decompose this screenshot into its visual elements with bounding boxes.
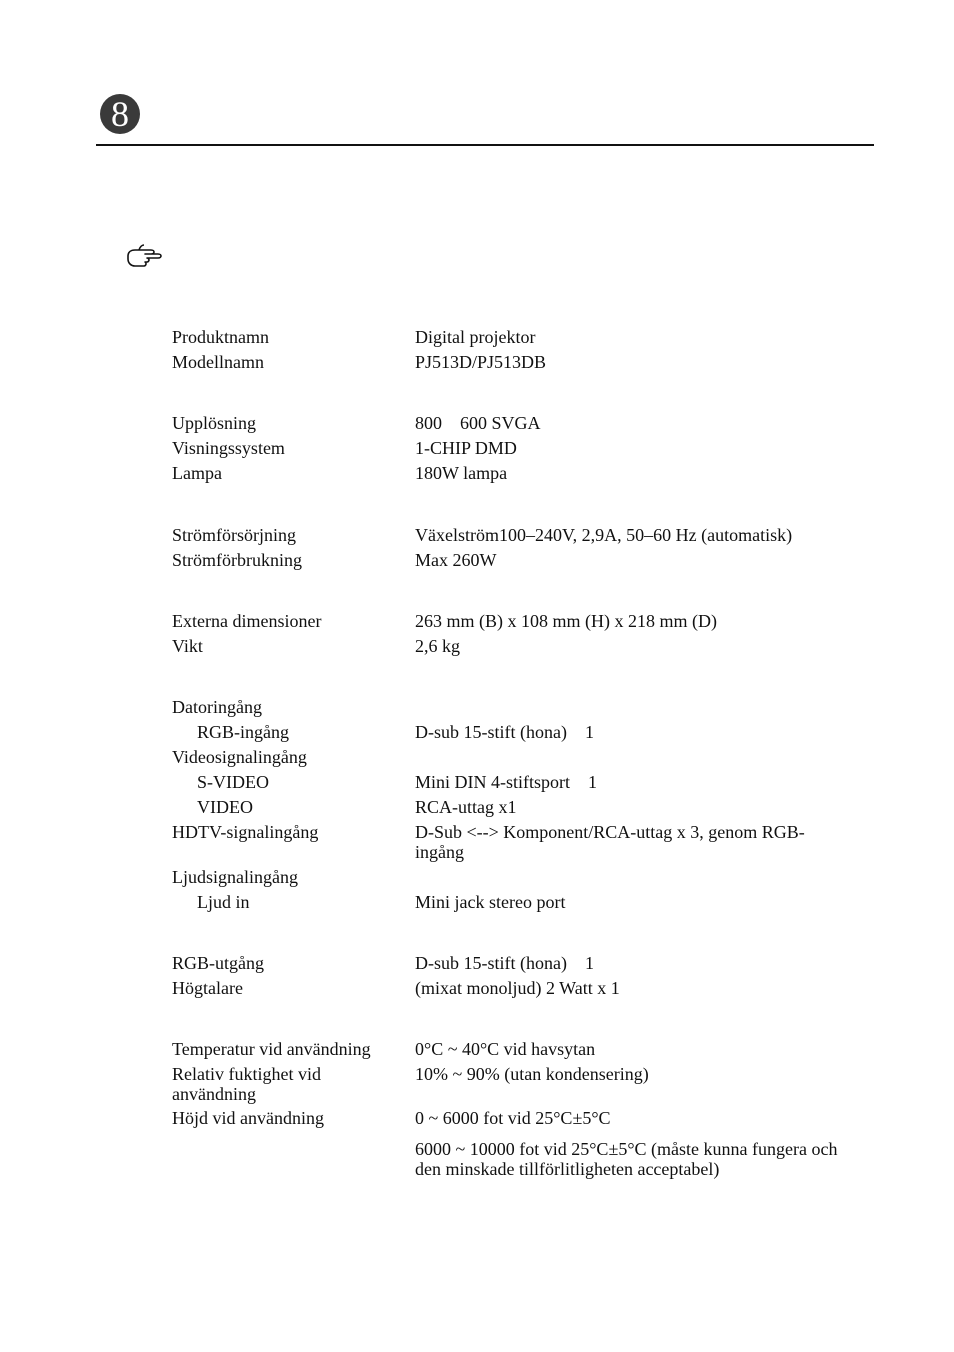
spec-value: 0 ~ 6000 fot vid 25°C±5°C: [415, 1108, 611, 1128]
spec-label: Strömförsörjning: [172, 525, 296, 545]
spec-value: Mini DIN 4-stiftsport 1: [415, 772, 597, 792]
spec-label: HDTV-signalingång: [172, 822, 319, 842]
spec-value: 1-CHIP DMD: [415, 438, 517, 458]
spec-label: Högtalare: [172, 978, 243, 998]
spec-label: Lampa: [172, 463, 222, 483]
spec-value: 800 600 SVGA: [415, 413, 541, 433]
spec-value: 2,6 kg: [415, 636, 460, 656]
spec-label: Externa dimensioner: [172, 611, 322, 631]
spec-label: Höjd vid användning: [172, 1108, 324, 1128]
spec-value: 0°C ~ 40°C vid havsytan: [415, 1039, 596, 1059]
spec-label: VIDEO: [197, 797, 253, 817]
spec-label: RGB-utgång: [172, 953, 264, 973]
spec-value: D-sub 15-stift (hona) 1: [415, 722, 594, 742]
spec-label: Temperatur vid användning: [172, 1039, 371, 1059]
spec-value: 6000 ~ 10000 fot vid 25°C±5°C (måste kunna fungera och den minskade tillförlitligheten acceptabel): [415, 1139, 838, 1179]
spec-value: (mixat monoljud) 2 Watt x 1: [415, 978, 620, 998]
spec-value: RCA-uttag x1: [415, 797, 517, 817]
spec-label: Datoringång: [172, 697, 262, 717]
spec-label: S-VIDEO: [197, 772, 269, 792]
spec-value: Mini jack stereo port: [415, 892, 566, 912]
spec-value: Digital projektor: [415, 327, 536, 347]
spec-value: 180W lampa: [415, 463, 508, 483]
spec-label: Relativ fuktighet vid användning: [172, 1064, 321, 1104]
spec-value: 10% ~ 90% (utan kondensering): [415, 1064, 649, 1084]
spec-value: Max 260W: [415, 550, 497, 570]
spec-label: Vikt: [172, 636, 203, 656]
spec-label: Produktnamn: [172, 327, 269, 347]
spec-label: Visningssystem: [172, 438, 285, 458]
spec-label: Ljudsignalingång: [172, 867, 298, 887]
spec-value: Växelström100–240V, 2,9A, 50–60 Hz (automatisk): [415, 525, 793, 545]
spec-value: D-Sub <--> Komponent/RCA-uttag x 3, genom RGB-ingång: [415, 822, 805, 862]
spec-label: Ljud in: [197, 892, 250, 912]
spec-label: Upplösning: [172, 413, 257, 433]
spec-label: Videosignalingång: [172, 747, 307, 767]
spec-value: 263 mm (B) x 108 mm (H) x 218 mm (D): [415, 611, 717, 631]
spec-value: D-sub 15-stift (hona) 1: [415, 953, 594, 973]
spec-label: RGB-ingång: [197, 722, 289, 742]
chapter-badge: 8: [100, 94, 140, 134]
spec-label: Modellnamn: [172, 352, 264, 372]
spec-label: Strömförbrukning: [172, 550, 302, 570]
spec-value: PJ513D/PJ513DB: [415, 352, 547, 372]
